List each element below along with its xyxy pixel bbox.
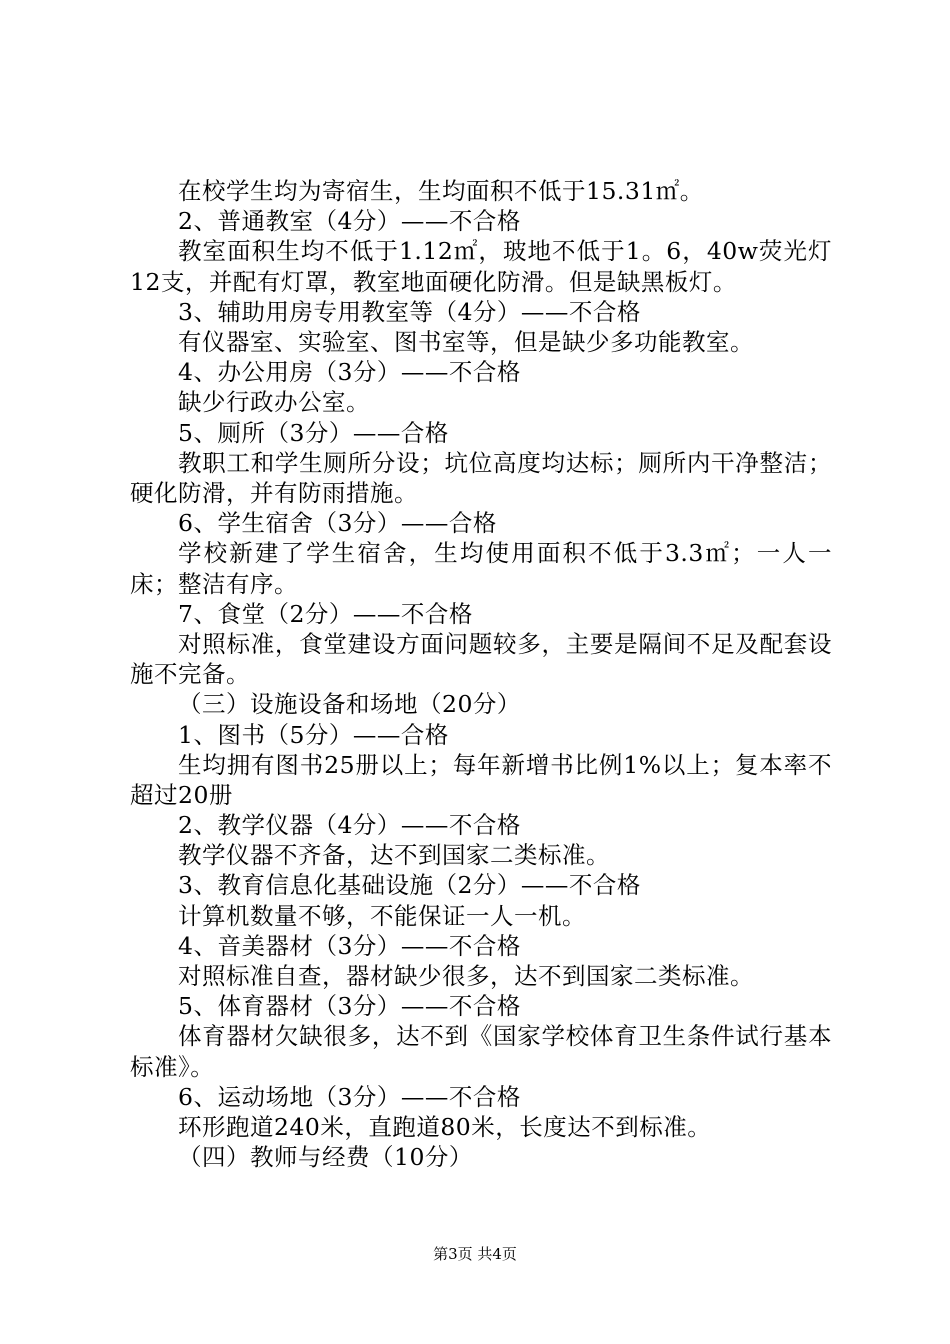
section-heading: 7、食堂（2分）——不合格: [178, 599, 473, 628]
section-heading: 5、体育器材（3分）——不合格: [178, 992, 521, 1021]
paragraph: 体育器材欠缺很多，达不到《国家学校体育卫生条件试行基本标准》。: [130, 1022, 832, 1081]
paragraph: 在校学生均为寄宿生，生均面积不低于15.31㎡。: [178, 177, 704, 205]
paragraph: 教室面积生均不低于1.12㎡，玻地不低于1。6，40w荧光灯12支，并配有灯罩，教室地面硬化防滑。但是缺黑板灯。: [130, 237, 832, 296]
chapter-heading: （三）设施设备和场地（20分）: [178, 690, 521, 719]
section-heading: 6、运动场地（3分）——不合格: [178, 1082, 521, 1111]
document-body: [130, 176, 832, 1172]
page-footer: 第3页 共4页: [433, 1245, 517, 1263]
section-heading: 4、音美器材（3分）——不合格: [178, 931, 521, 960]
section-heading: 4、办公用房（3分）——不合格: [178, 358, 521, 387]
paragraph: 对照标准自查，器材缺少很多，达不到国家二类标准。: [178, 962, 754, 991]
paragraph: 有仪器室、实验室、图书室等，但是缺少多功能教室。: [178, 327, 754, 356]
paragraph: 缺少行政办公室。: [178, 388, 370, 417]
paragraph: 对照标准，食堂建设方面问题较多，主要是隔间不足及配套设施不完备。: [130, 629, 832, 689]
paragraph: 教职工和学生厕所分设；坑位高度均达标；厕所内干净整洁；硬化防滑，并有防雨措施。: [130, 448, 832, 507]
paragraph: 学校新建了学生宿舍，生均使用面积不低于3.3㎡；一人一床；整洁有序。: [130, 539, 832, 598]
section-heading: 5、厕所（3分）——合格: [178, 418, 449, 447]
section-heading: 6、学生宿舍（3分）——合格: [178, 509, 497, 538]
paragraph: 教学仪器不齐备，达不到国家二类标准。: [178, 841, 610, 870]
section-heading: 3、教育信息化基础设施（2分）——不合格: [178, 871, 641, 900]
paragraph: 生均拥有图书25册以上；每年新增书比例1%以上；复本率不超过20册: [130, 750, 832, 809]
section-heading: 1、图书（5分）——合格: [178, 720, 449, 749]
paragraph: 环形跑道240米，直跑道80米，长度达不到标准。: [178, 1113, 712, 1141]
chapter-heading: （四）教师与经费（10分）: [178, 1143, 473, 1172]
section-heading: 3、辅助用房专用教室等（4分）——不合格: [178, 297, 641, 326]
section-heading: 2、教学仪器（4分）——不合格: [178, 811, 521, 840]
paragraph: 计算机数量不够，不能保证一人一机。: [178, 901, 586, 930]
section-heading: 2、普通教室（4分）——不合格: [178, 207, 521, 236]
